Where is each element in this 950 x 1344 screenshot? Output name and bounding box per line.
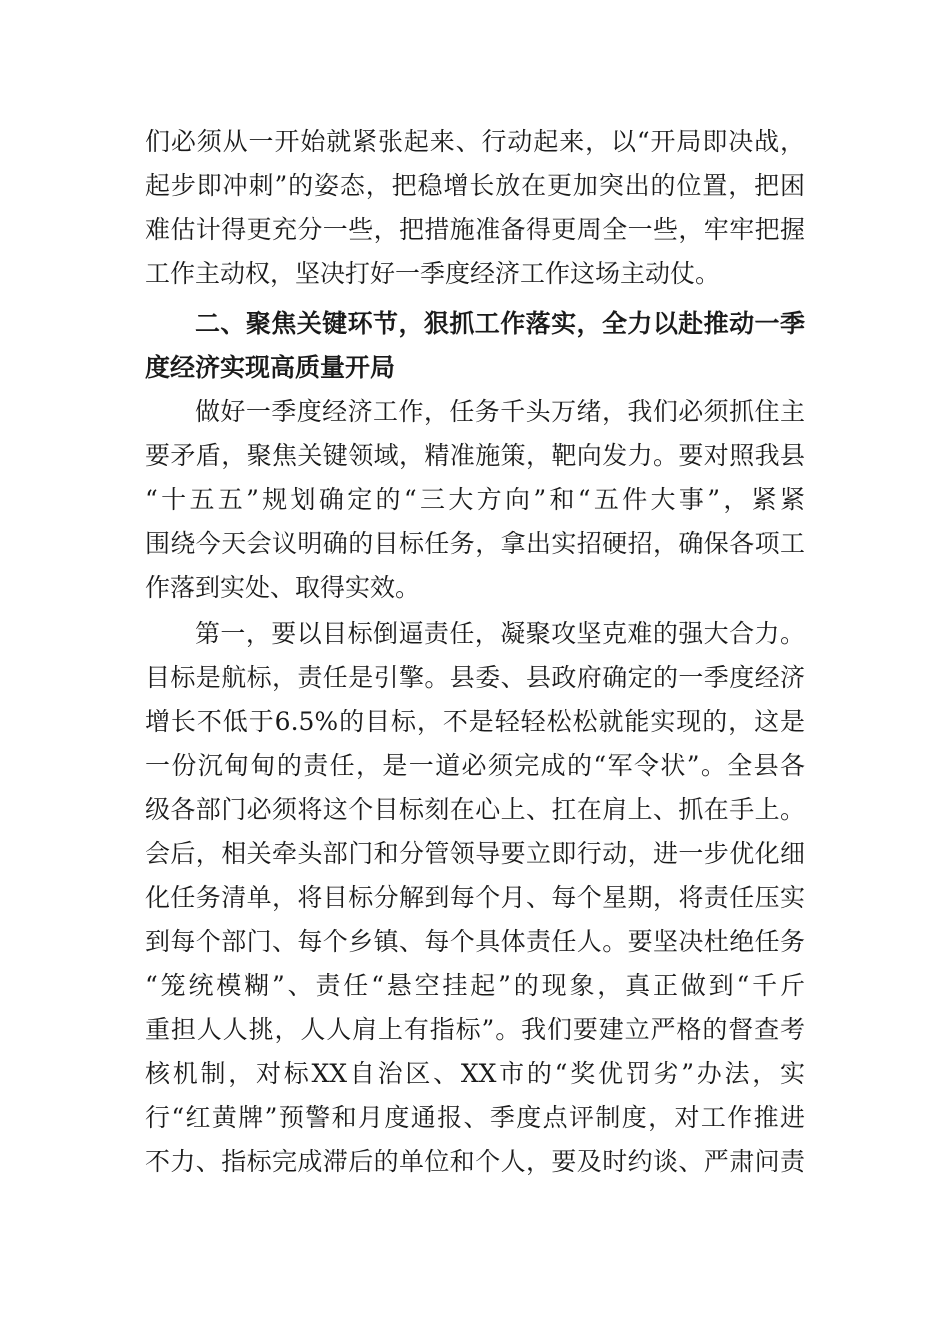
text-line: 核机制，对标XX自治区、XX市的“奖优罚劣”办法，实 (145, 1059, 805, 1088)
text-line: 起步即冲刺”的姿态，把稳增长放在更加突出的位置，把困 (145, 171, 805, 200)
text-line: 第一，要以目标倒逼责任，凝聚攻坚克难的强大合力。 (195, 619, 805, 648)
text-line: 到每个部门、每个乡镇、每个具体责任人。要坚决杜绝任务 (145, 927, 805, 956)
text-line: 作落到实处、取得实效。 (145, 573, 421, 602)
text-line: “十五五”规划确定的“三大方向”和“五件大事”，紧紧 (145, 485, 805, 514)
text-line: 做好一季度经济工作，任务千头万绪，我们必须抓住主 (195, 397, 805, 426)
text-line: 不力、指标完成滞后的单位和个人，要及时约谈、严肃问责 (145, 1147, 805, 1176)
text-line: 级各部门必须将这个目标刻在心上、扛在肩上、抓在手上。 (145, 795, 805, 824)
section-heading: 度经济实现高质量开局 (145, 353, 396, 382)
text-line: 要矛盾，聚焦关键领域，精准施策，靶向发力。要对照我县 (145, 441, 805, 470)
text-line: 们必须从一开始就紧张起来、行动起来，以“开局即决战， (145, 127, 805, 156)
text-line: 围绕今天会议明确的目标任务，拿出实招硬招，确保各项工 (145, 529, 805, 558)
text-line: “笼统模糊”、责任“悬空挂起”的现象，真正做到“千斤 (145, 971, 805, 1000)
text-line: 会后，相关牵头部门和分管领导要立即行动，进一步优化细 (145, 839, 805, 868)
text-line: 增长不低于6.5%的目标，不是轻轻松松就能实现的，这是 (145, 707, 805, 736)
text-line: 重担人人挑，人人肩上有指标”。我们要建立严格的督查考 (145, 1015, 805, 1044)
text-line: 化任务清单，将目标分解到每个月、每个星期，将责任压实 (145, 883, 805, 912)
section-heading: 二、聚焦关键环节，狠抓工作落实，全力以赴推动一季 (195, 309, 805, 338)
text-line: 行“红黄牌”预警和月度通报、季度点评制度，对工作推进 (145, 1103, 805, 1132)
text-line: 一份沉甸甸的责任，是一道必须完成的“军令状”。全县各 (145, 751, 805, 780)
text-line: 目标是航标，责任是引擎。县委、县政府确定的一季度经济 (145, 663, 805, 692)
text-line: 工作主动权，坚决打好一季度经济工作这场主动仗。 (145, 259, 721, 288)
text-line: 难估计得更充分一些，把措施准备得更周全一些，牢牢把握 (145, 215, 805, 244)
